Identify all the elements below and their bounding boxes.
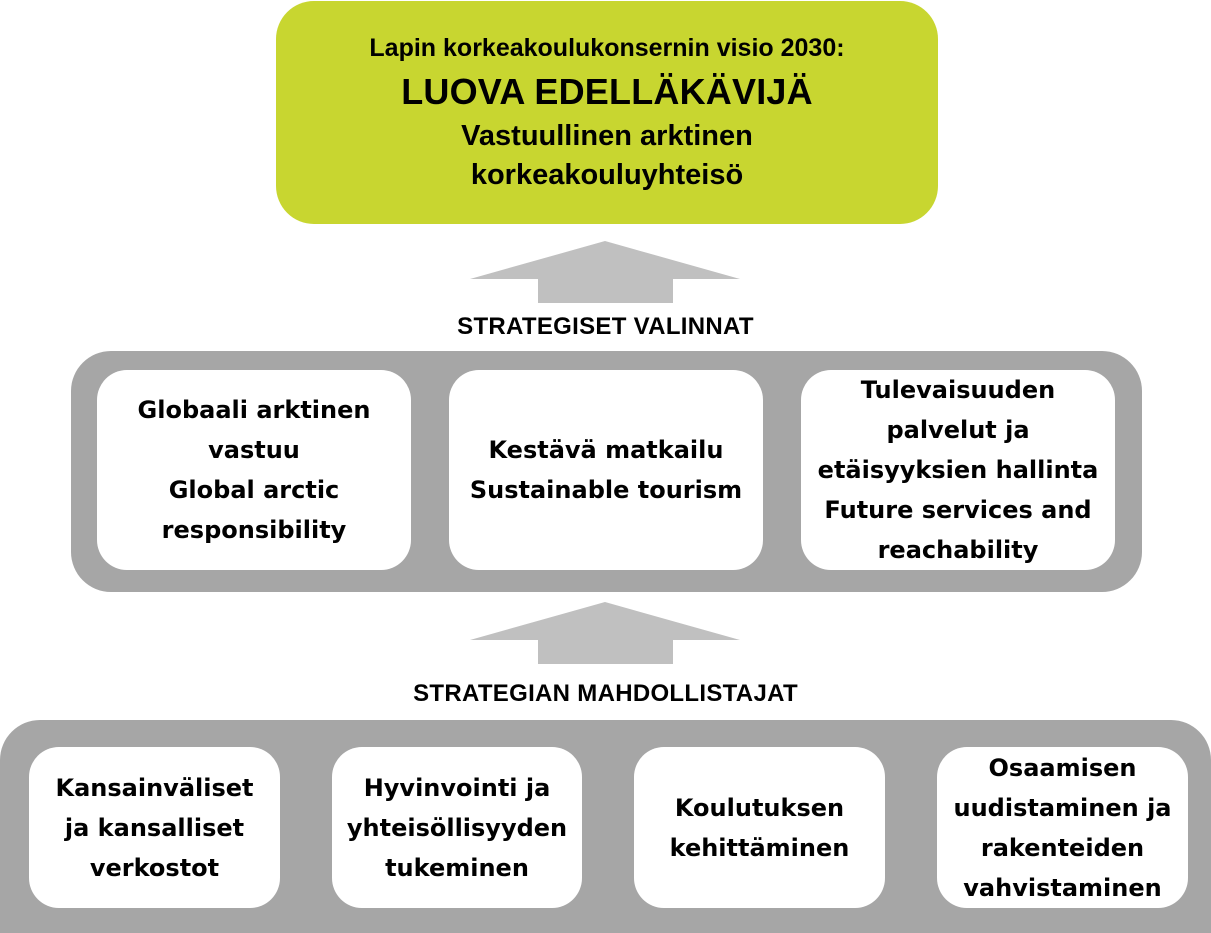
enabler-card [634,747,885,908]
card-line: etäisyyksien hallinta [817,456,1099,484]
card-line: uudistaminen ja [953,793,1172,822]
card-line: tukeminen [385,853,529,882]
vision-subtitle [276,117,938,195]
strategic-choice-card [97,370,411,570]
up-arrow-shape [470,602,740,664]
card-line: Kestävä matkailu [488,436,724,464]
card-line: yhteisöllisyyden [346,813,568,842]
strategic-choice-card [449,370,763,570]
card-line: verkostot [89,853,220,882]
card-line: kehittäminen [669,833,850,862]
card-line: responsibility [161,516,347,544]
enabler-card [29,747,280,908]
card-line: rakenteiden [980,833,1145,862]
card-line: Sustainable tourism [469,476,743,504]
card-line: Globaali arktinen [137,396,371,424]
enabler-card [332,747,582,908]
card-line: ja kansalliset [64,813,245,842]
card-line: Kansainväliset [55,773,254,802]
up-arrow-icon [468,601,742,665]
card-line: vastuu [208,436,300,464]
vision-box [276,1,938,224]
vision-subtitle-line: korkeakouluyhteisö [470,159,744,191]
card-line: Koulutuksen [674,793,845,822]
card-line: Hyvinvointi ja [363,773,551,802]
card-line: Future services and [824,496,1092,524]
enablers-band [0,720,1211,933]
card-line: Global arctic [168,476,340,504]
enabler-card [937,747,1188,908]
strategic-choices-title: STRATEGISET VALINNAT [457,313,754,340]
up-arrow-shape [470,241,740,303]
up-arrow-icon [468,240,742,304]
enablers-title: STRATEGIAN MAHDOLLISTAJAT [413,680,798,707]
card-line: Tulevaisuuden [860,376,1056,404]
strategic-choices-band [71,351,1142,592]
card-line: Osaamisen [988,753,1137,782]
card-line: palvelut ja [886,416,1030,444]
vision-subtitle-line: Vastuullinen arktinen [461,120,753,152]
vision-title: LUOVA EDELLÄKÄVIJÄ [401,71,813,112]
card-line: vahvistaminen [963,873,1162,902]
strategic-choice-card [801,370,1115,570]
vision-heading: Lapin korkeakoulukonsernin visio 2030: [369,34,845,62]
card-line: reachability [877,536,1039,564]
